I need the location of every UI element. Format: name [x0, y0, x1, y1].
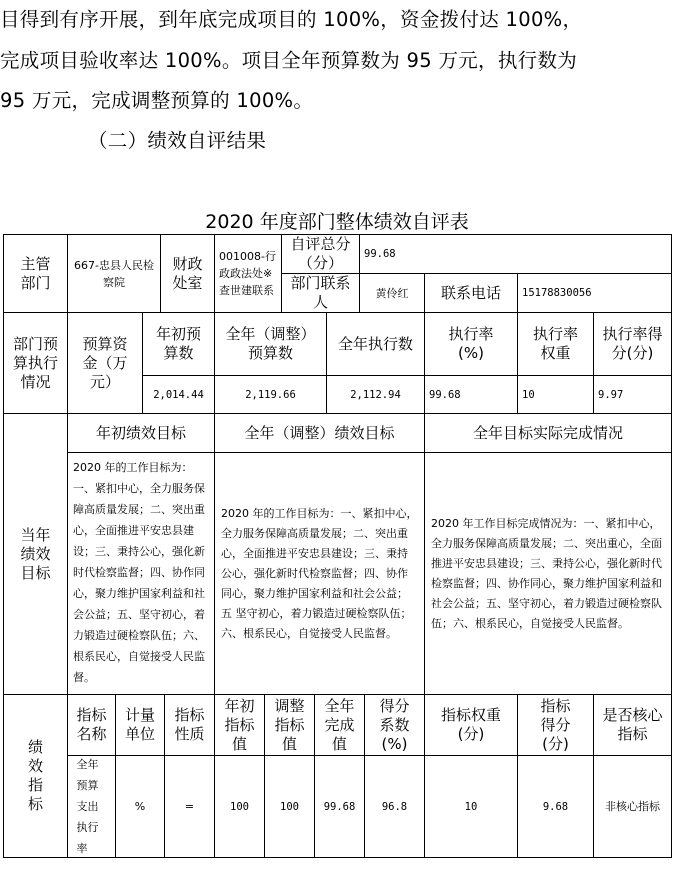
col-executed: 全年执行数 — [326, 312, 425, 376]
intro-line-3: 95 万元，完成调整预算的 100%。 — [0, 89, 314, 112]
ind-col-unit: 计量单位 — [115, 694, 165, 756]
ind-row-score: 9.68 — [517, 755, 594, 858]
phone-value: 15178830056 — [517, 273, 672, 313]
val-rate-score: 9.97 — [593, 375, 672, 414]
ind-col-nature: 指标性质 — [164, 694, 215, 756]
val-initial-budget: 2,014.44 — [142, 375, 215, 414]
ind-row-coef: 96.8 — [364, 755, 425, 858]
intro-line-2: 完成项目验收率达 100%。项目全年预算数为 95 万元，执行数为 — [0, 49, 578, 72]
col-initial-budget: 年初预算数 — [142, 312, 215, 376]
finance-value: 001008-行政政法处※查世建联系 — [214, 234, 282, 313]
goal-col-adjusted: 全年（调整）绩效目标 — [214, 413, 425, 453]
goal-text-actual: 2020 年工作目标完成情况为：一、紧扣中心，全力服务保障高质量发展；二、突出重心，全面推进平安忠县建设；三、秉持公心，强化新时代检察监督；四、协作同心，聚力维护国家利益和社会公益；五、坚守初心，着力锻造过硬检察队伍；六、根系民心，自觉接受人民监督。 — [424, 452, 672, 695]
performance-table — [4, 235, 672, 859]
goal-text-initial: 2020 年的工作目标为：一、紧扣中心，全力服务保障高质量发展；二、突出重心，全面推进平安忠县建设；三、秉持公心，强化新时代检察监督；四、协作同心，聚力维护国家利益和社会公益；五、坚守初心，着力锻造过硬检察队伍；六、根系民心，自觉接受人民监督。 — [67, 452, 215, 695]
ind-row-unit: % — [115, 755, 165, 858]
ind-row-nature: = — [164, 755, 215, 858]
val-rate-weight: 10 — [517, 375, 594, 414]
section-heading: （二）绩效自评结果 — [88, 129, 267, 152]
col-adjusted-budget: 全年（调整）预算数 — [214, 312, 327, 376]
goal-col-actual: 全年目标实际完成情况 — [424, 413, 672, 453]
ind-col-core: 是否核心指标 — [593, 694, 672, 756]
col-rate-score: 执行率得分(分) — [593, 312, 672, 376]
contact-person-value: 黄伶红 — [359, 273, 425, 313]
ind-row-adjusted: 100 — [264, 755, 315, 858]
indicators-label: 绩效指标 — [3, 694, 68, 858]
ind-row-core: 非核心指标 — [593, 755, 672, 858]
dept-value: 667-忠县人民检察院 — [67, 234, 161, 313]
ind-col-score: 指标得分(分) — [517, 694, 594, 756]
funds-label: 预算资金（万元） — [67, 312, 143, 414]
ind-col-adjusted: 调整指标值 — [264, 694, 315, 756]
ind-row-initial: 100 — [214, 755, 265, 858]
phone-label: 联系电话 — [424, 273, 518, 313]
col-rate-weight: 执行率权重 — [517, 312, 594, 376]
col-exec-rate: 执行率(%) — [424, 312, 518, 376]
ind-col-coef: 得分系数(%) — [364, 694, 425, 756]
ind-row-name: 全年预算支出执行率 — [67, 755, 116, 858]
ind-col-name: 指标名称 — [67, 694, 116, 756]
intro-line-1: 目得到有序开展，到年底完成项目的 100%，资金拨付达 100%， — [0, 8, 583, 31]
budget-section-label: 部门预算执行情况 — [3, 312, 68, 414]
ind-col-initial: 年初指标值 — [214, 694, 265, 756]
contact-person-label: 部门联系人 — [281, 273, 360, 313]
ind-row-completed: 99.68 — [314, 755, 365, 858]
val-executed: 2,112.94 — [326, 375, 425, 414]
val-adjusted-budget: 2,119.66 — [214, 375, 327, 414]
table-title: 2020 年度部门整体绩效自评表 — [205, 211, 469, 233]
ind-row-weight: 10 — [424, 755, 518, 858]
val-exec-rate: 99.68 — [424, 375, 518, 414]
score-label: 自评总分（分） — [281, 234, 360, 274]
goal-col-initial: 年初绩效目标 — [67, 413, 215, 453]
ind-col-weight: 指标权重(分) — [424, 694, 518, 756]
dept-label: 主管部门 — [3, 234, 68, 313]
finance-label: 财政处室 — [160, 234, 215, 313]
score-value: 99.68 — [359, 234, 672, 274]
ind-col-completed: 全年完成值 — [314, 694, 365, 756]
goal-text-adjusted: 2020 年的工作目标为：一、紧扣中心，全力服务保障高质量发展；二、突出重心，全面推进平安忠县建设；三、秉持公心，强化新时代检察监督；四、协作同心，聚力维护国家利益和社会公益；五 坚守初心，着力锻造过硬检察队伍；六、根系民心，自觉接受人民监督。 — [214, 452, 425, 695]
goals-label: 当年绩效目标 — [3, 413, 68, 695]
